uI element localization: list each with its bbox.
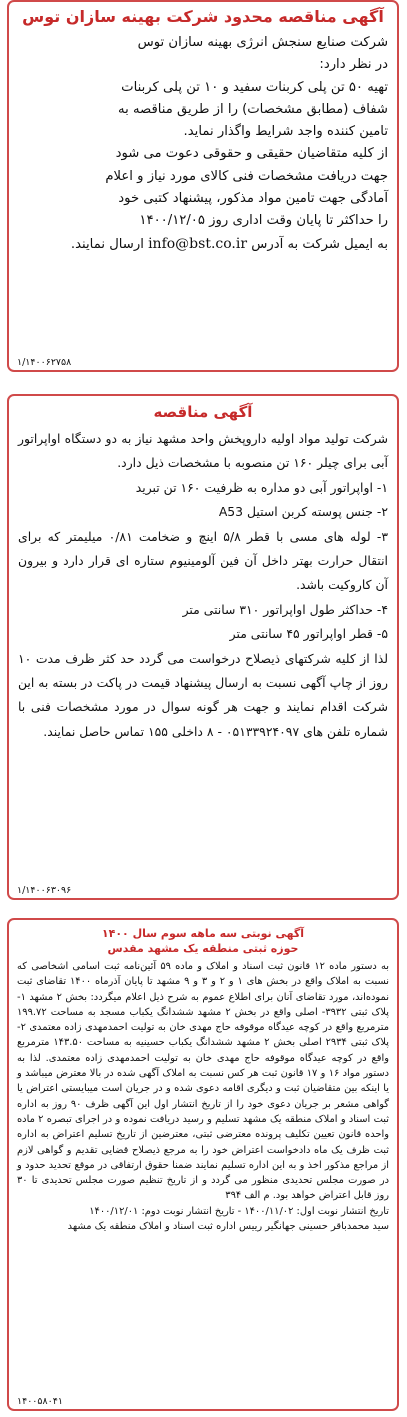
- tender-ad-behineh-sazan: [7, 0, 399, 372]
- ad2-intro: شرکت تولید مواد اولیه داروپخش واحد مشهد نیاز به دو دستگاه اواپراتور آبی برای چیلر ۱۶۰ تن منصوبه با مشخصات ذیل دارد.: [18, 431, 388, 471]
- ad2-item: ۲- جنس پوسته کربن استیل A53: [218, 504, 388, 520]
- tender-ad-darou-pakhsh: [7, 394, 399, 900]
- ad1-title: آگهی مناقصه محدود شرکت بهینه سازان توس: [22, 7, 384, 26]
- ad3-body: [17, 959, 389, 1234]
- ad2-closing: لذا از کلیه شرکتهای ذیصلاح درخواست می گردد حد کثر ظرف مدت ۱۰ روز از چاپ آگهی نسبت به ارسال پیشنهاد قیمت در پاکت در بسته به این شرکت اقدام نمایند و جهت هر گونه سوال در مورد مشخصات فنی با شماره تلفن های ۰۵۱۳۳۹۲۴۰۹۷ - ۸ داخلی ۱۵۵ تماس حاصل نمایند.: [18, 650, 388, 739]
- ad1-line: را حداکثر تا پایان وقت اداری روز ۱۴۰۰/۱۲/۰۵: [139, 213, 388, 229]
- ad1-code: ۱/۱۴۰۰۶۲۷۵۸: [17, 357, 72, 368]
- ad1-email[interactable]: info@bst.co.ir: [148, 235, 248, 252]
- ad3-signature: سید محمدباقر حسینی جهانگیر رییس اداره ثبت اسناد و املاک منطقه یک مشهد: [67, 1221, 389, 1233]
- ad1-line: جهت دریافت مشخصات فنی کالای مورد نیاز و اعلام: [105, 168, 388, 184]
- ad1-line: تهیه ۵۰ تن پلی کربنات سفید و ۱۰ تن پلی کربنات: [121, 79, 388, 95]
- ad2-code: ۱/۱۴۰۰۶۳۰۹۶: [17, 885, 72, 896]
- ad1-line: از کلیه متقاضیان حقیقی و حقوقی دعوت می شود: [115, 146, 388, 162]
- ad3-code: ۱۴۰۰۵۸۰۴۱: [17, 1396, 63, 1407]
- ad1-email-suffix: ارسال نمایند.: [70, 236, 144, 252]
- ad3-title-line2: حوزه ثبتی منطقه یک مشهد مقدس: [107, 942, 299, 955]
- ad1-body: [18, 32, 388, 256]
- registry-notice-mashhad: [7, 918, 399, 1411]
- ad2-title: آگهی مناقصه: [153, 403, 253, 421]
- ad1-line: شرکت صنایع سنجش انرژی بهینه سازان توس: [137, 35, 388, 50]
- ad1-line: شفاف (مطابق مشخصات) را از طریق مناقصه به: [118, 101, 388, 117]
- ad2-item: ۴- حداکثر طول اواپراتور ۳۱۰ سانتی متر: [182, 601, 388, 617]
- ad3-paragraph: به دستور ماده ۱۲ قانون ثبت اسناد و املاک و ماده ۵۹ آئین‌نامه ثبت اسامی اشخاصی که نسبت به املاک واقع در بخش های ۱ و ۲ و ۳ و ۹ مشهد تا پایان آذرماه ۱۴۰۰ تقاضای ثبت نموده‌اند، مورد تقاضای آنان برای اطلاع عموم به شرح ذیل اعلام میگردد: بخش ۲ مشهد ۱- پلاک ثبتی ۳۹۳۲- اصلی واقع در بخش ۲ مشهد ششدانگ یکباب مسجد به مساحت ۱۹۹.۷۲ مترمربع واقع در کوچه عیدگاه موقوفه حاج مهدی خان به تولیت احمدمهدی زاده معتمدی ۲- پلاک ثبتی ۲۹۳۴ اصلی بخش ۲ مشهد ششدانگ یکباب حسینیه به مساحت ۱۴۳.۵۰ مترمربع واقع در کوچه عیدگاه موقوفه حاج مهدی خان به تولیت احمدمهدی زاده معتمدی. لذا به دستور مواد ۱۶ و ۱۷ قانون ثبت هر کس نسبت به املاک آگهی شده در بالا معترض میباشد و یا اینکه بین متقاضیان ثبت و دیگری اقامه دعوی شده و در جریان است میبایستی اعتراض یا گواهی مشعر بر جریان دعوی خود را از تاریخ انتشار اول این آگهی ظرف ۹۰ روز به اداره ثبت اسناد و املاک منطقه یک مشهد تسلیم و رسید دریافت نموده و در اجرای تبصره ۲ ماده واحده قانون تعیین تکلیف پرونده معترضی ثبتی، معترضین از تاریخ تسلیم اعتراض به اداره ثبت ظرف یک ماه دادخواست اعتراض خود را به مرجع ذیصلاح قضایی تقدیم و گواهی لازم از مراجع مذکور اخذ و به این اداره تسلیم نمایند ضمنا حقوق ارتفاقی در موقع تحدید حدود و در صورت مجلس تحدیدی منظور می گردد و از تاریخ تنظیم صورت مجلس تحدیدی تا ۳۰ روز قابل اعتراض خواهد بود. م الف ۳۹۴: [17, 961, 390, 1202]
- ad1-line: در نظر دارد:: [319, 57, 388, 73]
- ad2-item: ۵- قطر اواپراتور ۴۵ سانتی متر: [229, 626, 388, 642]
- ad3-title-line1: آگهی نوبتی سه ماهه سوم سال ۱۴۰۰: [101, 927, 305, 940]
- ad2-item: ۳- لوله های مسی با قطر ۵/۸ اینچ و ضخامت ۰/۸۱ میلیمتر که برای انتقال حرارت بهتر داخل آن فین آلومینیوم ستاره ای قرار دارد و بیرون آن کاروکیت باشد.: [18, 528, 388, 593]
- ad3-dates: تاریخ انتشار نوبت اول: ۱۴۰۰/۱۱/۰۲ - تاریخ انتشار نوبت دوم: ۱۴۰۰/۱۲/۰۱: [89, 1205, 389, 1217]
- ad1-line: تامین کننده واجد شرایط واگذار نماید.: [183, 124, 388, 140]
- ad1-email-prefix: به ایمیل شرکت به آدرس: [251, 236, 388, 252]
- ad2-body: [18, 427, 388, 744]
- ad2-item: ۱- اواپراتور آبی دو مداره به ظرفیت ۱۶۰ تن تبرید: [135, 479, 388, 495]
- ad1-email-line: [18, 233, 388, 256]
- ad1-line: آمادگی جهت تامین مواد مذکور، پیشنهاد کتبی خود: [118, 191, 388, 207]
